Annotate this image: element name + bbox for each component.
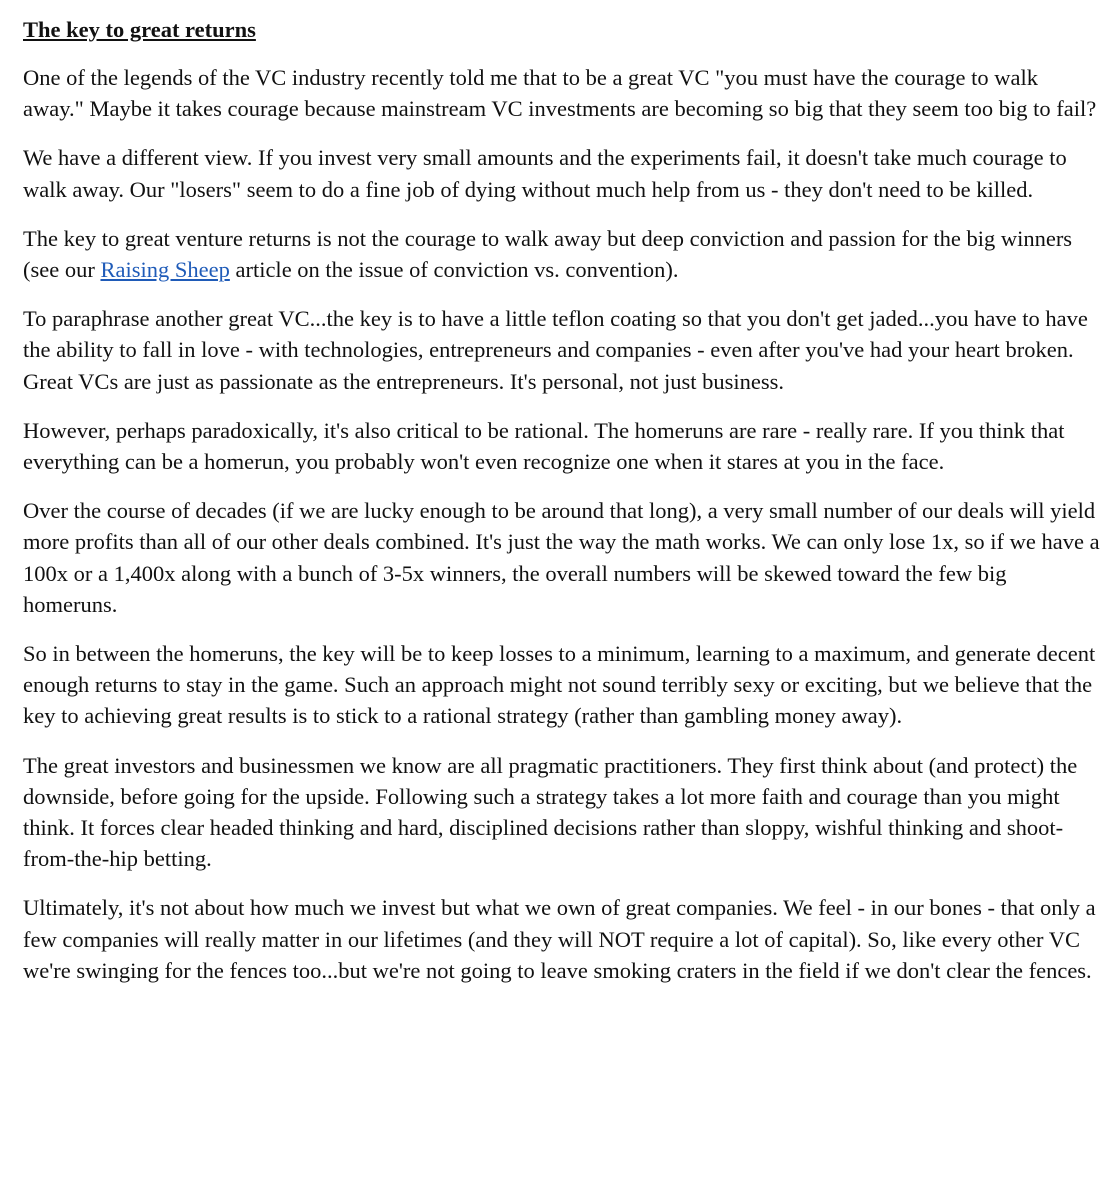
paragraph-9: Ultimately, it's not about how much we invest but what we own of great companies. We feel - in our bones - that only a few companies will really matter in our lifetimes (and they will NOT require a lot of capital). So, like every other VC we're swinging for the fences too...but we're not going to leave smoking craters in the field if we don't clear the fences. [23,895,1096,983]
paragraph-6: Over the course of decades (if we are lucky enough to be around that long), a very small number of our deals will yield more profits than all of our other deals combined. It's just the way the math works. We can only lose 1x, so if we have a 100x or a 1,400x along with a bunch of 3-5x winners, the overall numbers will be skewed toward the few big homeruns. [23,498,1100,617]
paragraph-3 [23,223,1101,285]
paragraph-7: So in between the homeruns, the key will be to keep losses to a minimum, learning to a maximum, and generate decent enough returns to stay in the game. Such an approach might not sound terribly sexy or exciting, but we believe that the key to achieving great results is to stick to a rational strategy (rather than gambling money away). [23,641,1096,729]
raising-sheep-link[interactable]: Raising Sheep [100,257,230,283]
paragraph-2: We have a different view. If you invest very small amounts and the experiments fail, it doesn't take much courage to walk away. Our "losers" seem to do a fine job of dying without much help from us - they don't need to be killed. [23,145,1067,202]
paragraph-3-text-after: article on the issue of conviction vs. convention). [229,257,679,283]
article-title: The key to great returns [23,17,256,42]
paragraph-5: However, perhaps paradoxically, it's also critical to be rational. The homeruns are rare - really rare. If you think that everything can be a homerun, you probably won't even recognize one when it stares at you in the face. [23,417,1065,475]
paragraph-4: To paraphrase another great VC...the key is to have a little teflon coating so that you don't get jaded...you have to have the ability to fall in love - with technologies, entrepreneurs and companies - even after you've had your heart broken. Great VCs are just as passionate as the entrepreneurs. It's personal, not just business. [23,306,1088,394]
paragraph-3-text-before: The key to great venture returns is not the courage to walk away but deep conviction and passion for the big winners (see our [23,225,1073,283]
article [23,14,1101,1004]
paragraph-1: One of the legends of the VC industry recently told me that to be a great VC "you must have the courage to walk away." Maybe it takes courage because mainstream VC investments are becoming so big that they seem too big to fail? [23,65,1097,122]
paragraph-8: The great investors and businessmen we know are all pragmatic practitioners. They first think about (and protect) the downside, before going for the upside. Following such a strategy takes a lot more faith and courage than you might think. It forces clear headed thinking and hard, disciplined decisions rather than sloppy, wishful thinking and shoot-from-the-hip betting. [23,752,1078,872]
